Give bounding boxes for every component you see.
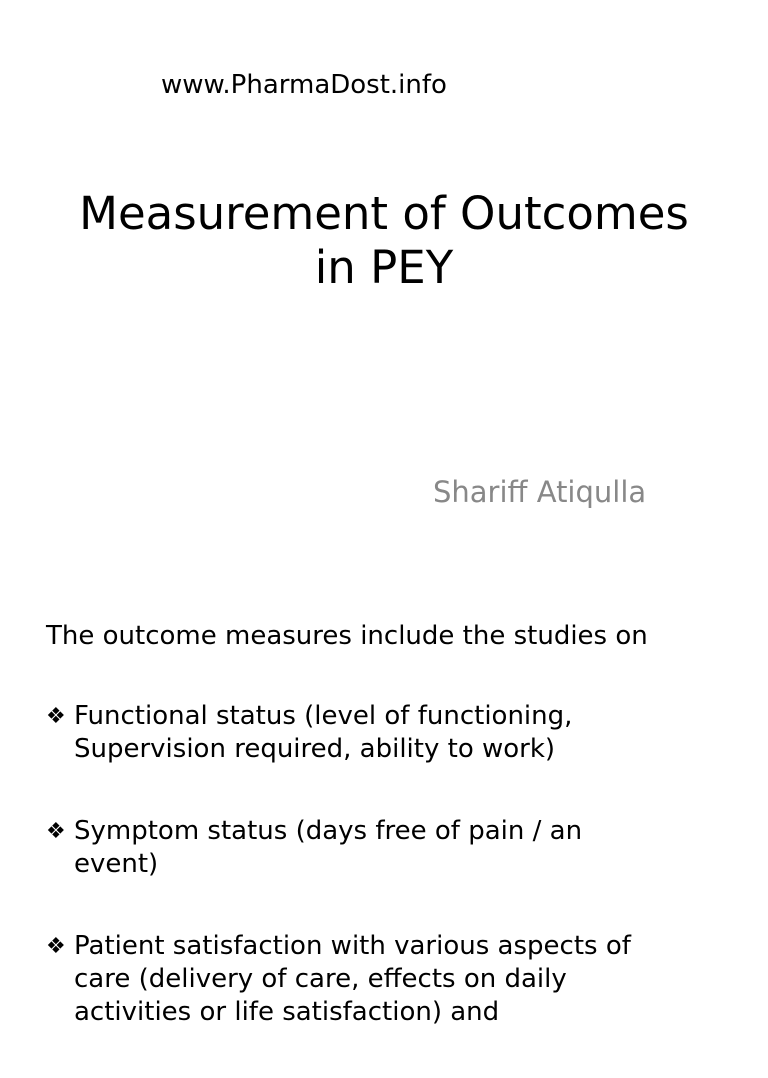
slide-title-line-1: Measurement of Outcomes [79,187,689,240]
diamond-bullet-icon: ❖ [46,704,66,729]
list-item [46,815,746,881]
slide-title [0,187,768,295]
list-item-line: Patient satisfaction with various aspects of [74,931,631,961]
list-item [46,700,746,766]
author-name: Shariff Atiqulla [433,475,647,509]
list-item [46,930,746,1029]
list-item-line: activities or life satisfaction) and [74,997,500,1027]
diamond-bullet-icon: ❖ [46,934,66,959]
list-item-line: Supervision required, ability to work) [74,734,556,764]
list-item-line: care (delivery of care, effects on daily [74,964,567,994]
list-item-line: Functional status (level of functioning, [74,701,573,731]
list-item-line: Symptom status (days free of pain / an [74,816,583,846]
diamond-bullet-icon: ❖ [46,819,66,844]
list-item-line: event) [74,849,159,879]
slide-title-line-2: in PEY [314,241,454,294]
outcome-measures-list [46,700,746,1078]
website-url: www.PharmaDost.info [161,70,447,100]
intro-text: The outcome measures include the studies on [46,621,648,651]
